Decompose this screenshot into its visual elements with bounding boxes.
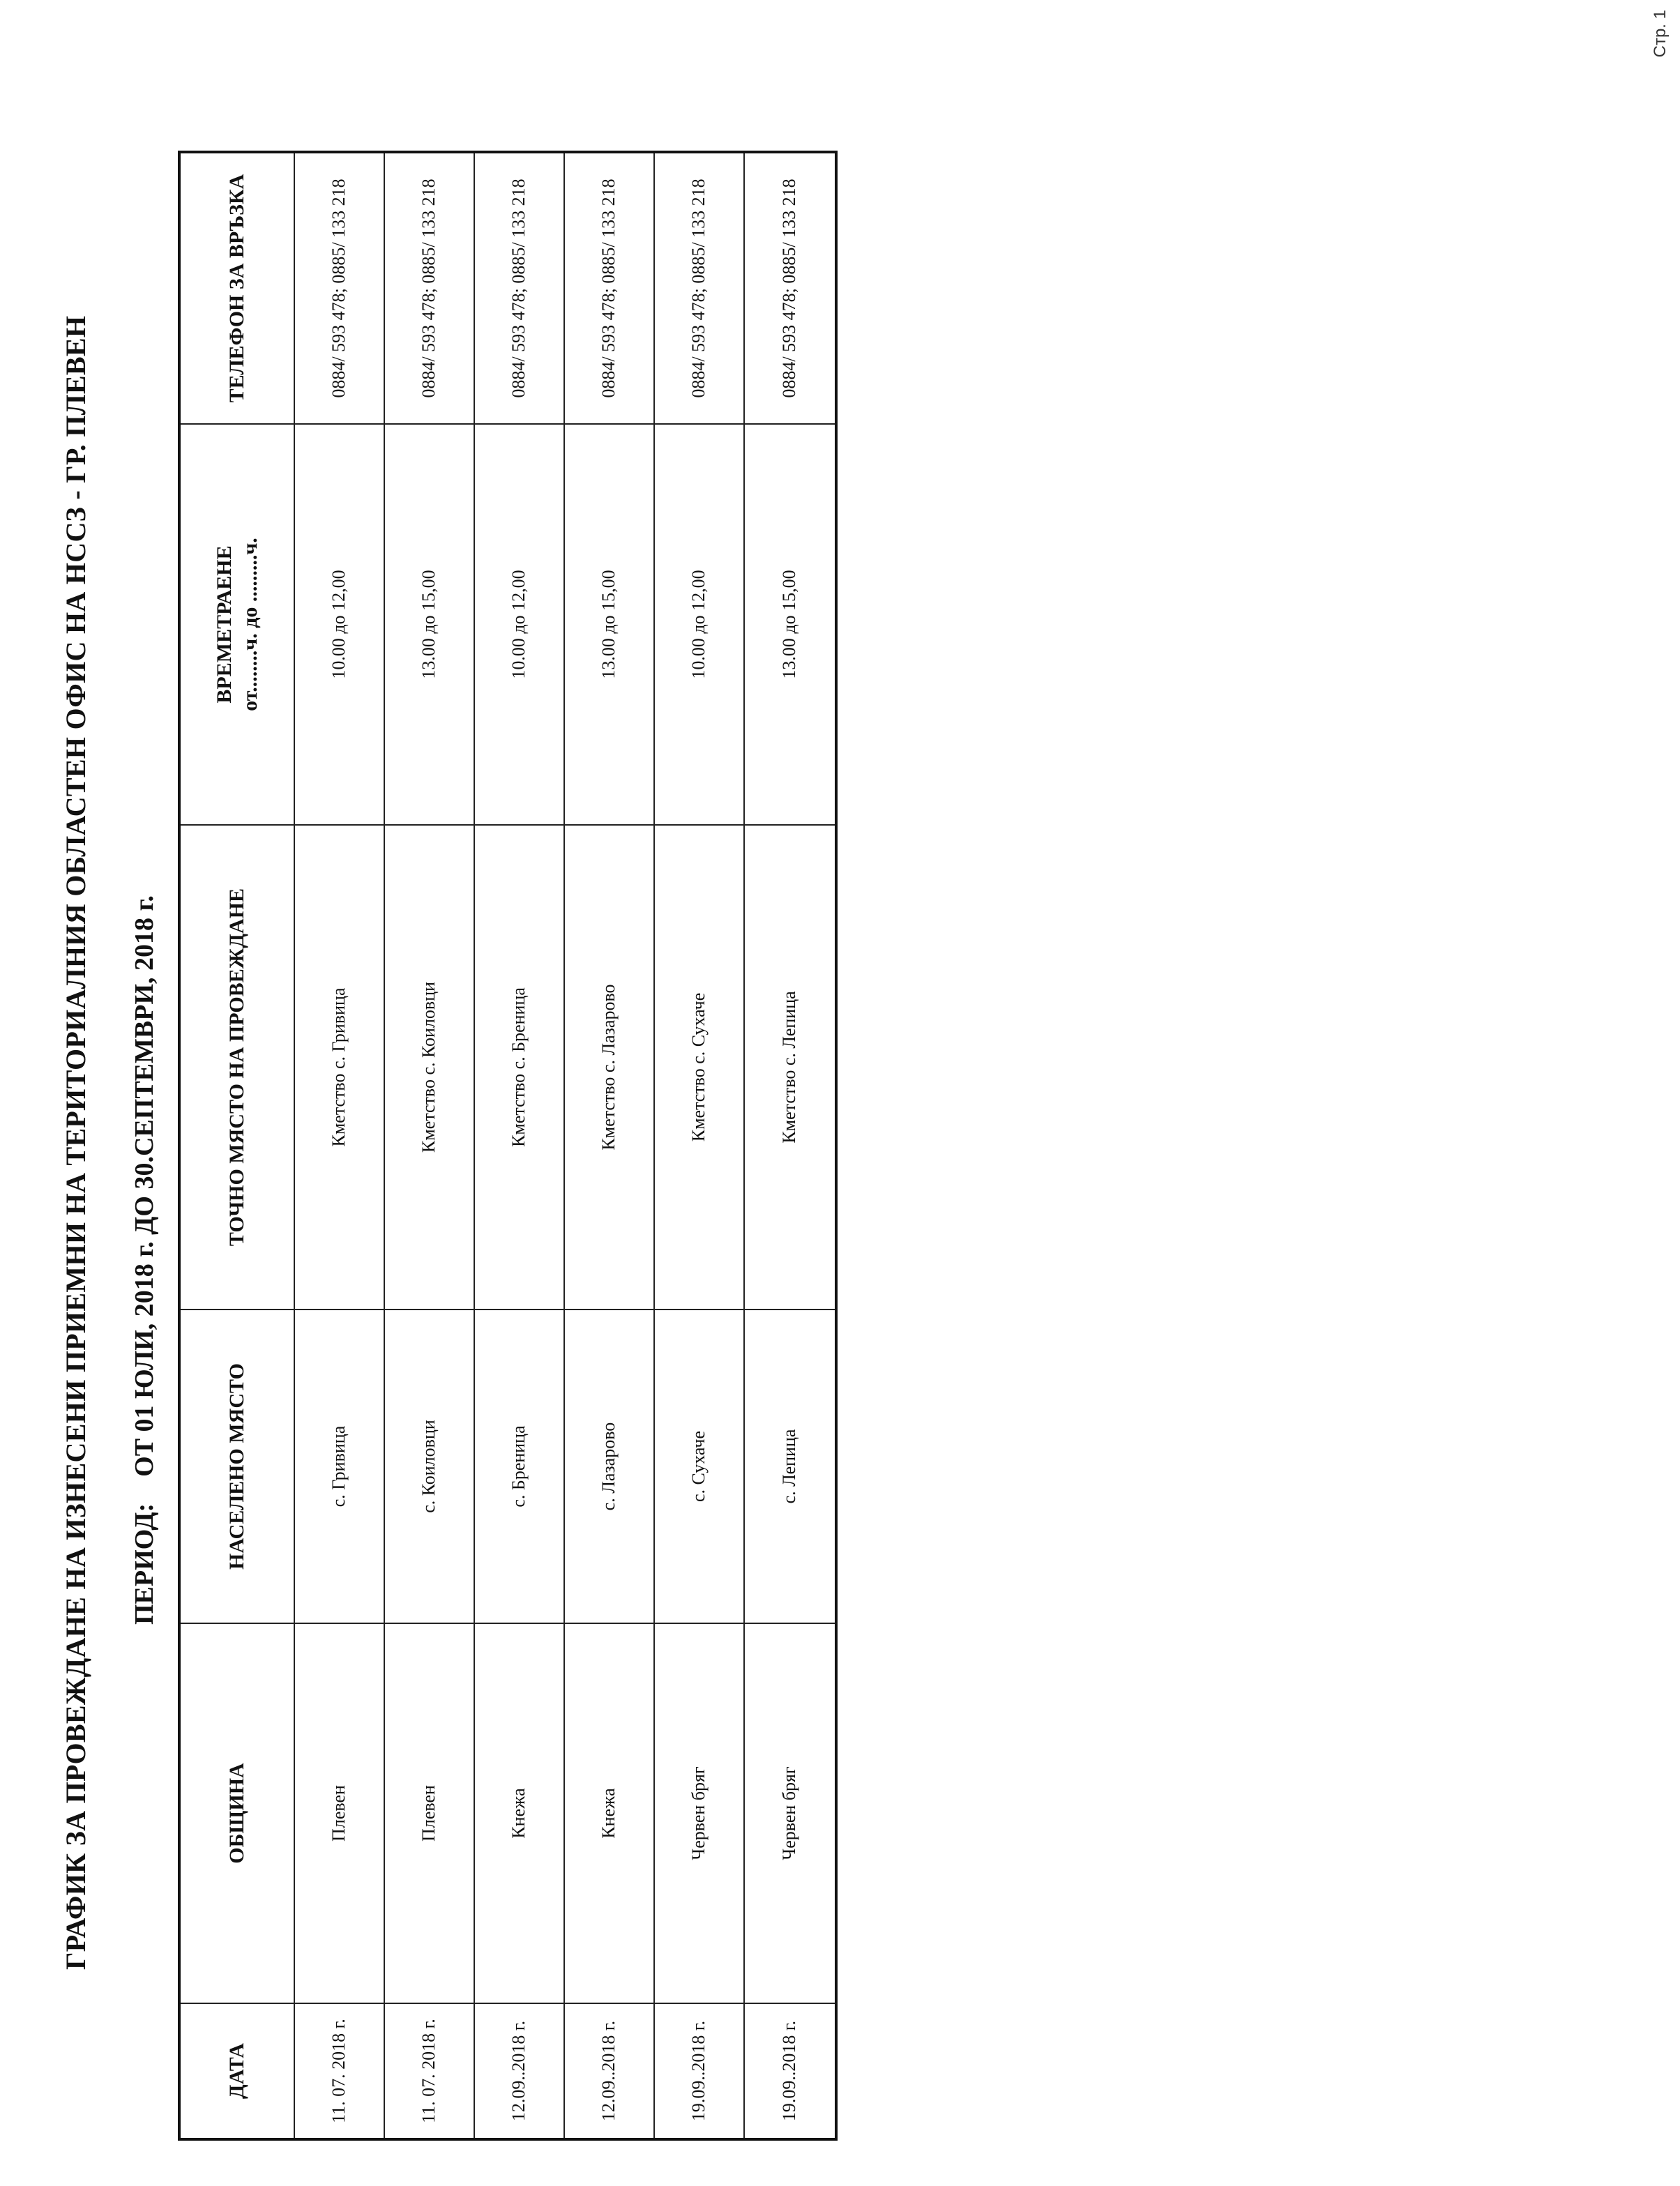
cell-duration: 13.00 до 15,00 (744, 424, 836, 825)
cell-municipality: Плевен (294, 1623, 384, 2003)
cell-location: Кметство с. Сухаче (654, 825, 744, 1310)
table-header-row (179, 152, 294, 2139)
document-title: ГРАФИК ЗА ПРОВЕЖДАНЕ НА ИЗНЕСЕНИ ПРИЕМНИ НА ТЕРИТОРИАЛНИЯ ОБЛАСТЕН ОФИС НА НССЗ - ГР. ПЛЕВЕН (60, 315, 91, 1970)
cell-settlement: с. Гривица (294, 1310, 384, 1623)
cell-settlement: с. Лепица (744, 1310, 836, 1623)
cell-location: Кметство с. Лазарово (564, 825, 654, 1310)
cell-date: 19.09..2018 г. (654, 2003, 744, 2139)
table-row (474, 152, 564, 2139)
header-duration (179, 424, 294, 825)
cell-duration: 10.00 до 12,00 (474, 424, 564, 825)
header-settlement: НАСЕЛЕНО МЯСТО (179, 1310, 294, 1623)
document-period (129, 230, 160, 1625)
cell-settlement: с. Лазарово (564, 1310, 654, 1623)
cell-municipality: Кнежа (564, 1623, 654, 2003)
header-date: ДАТА (179, 2003, 294, 2139)
page-number: Стр. 1 (1651, 10, 1670, 58)
cell-duration: 10.00 до 12,00 (654, 424, 744, 825)
period-label: ПЕРИОД: (130, 1503, 159, 1625)
cell-municipality: Кнежа (474, 1623, 564, 2003)
table-row (744, 152, 836, 2139)
table-row (384, 152, 474, 2139)
cell-phone: 0884/ 593 478; 0885/ 133 218 (654, 152, 744, 424)
header-duration-title: ВРЕМЕТРАЕНЕ (212, 545, 236, 704)
cell-duration: 10.00 до 12,00 (294, 424, 384, 825)
table-row (294, 152, 384, 2139)
cell-date: 11. 07. 2018 г. (384, 2003, 474, 2139)
cell-location: Кметство с. Гривица (294, 825, 384, 1310)
cell-phone: 0884/ 593 478; 0885/ 133 218 (384, 152, 474, 424)
period-value: ОТ 01 ЮЛИ, 2018 г. ДО 30.СЕПТЕМВРИ, 2018 г. (130, 895, 159, 1477)
header-phone: ТЕЛЕФОН ЗА ВРЪЗКА (179, 152, 294, 424)
header-duration-sub: от........ч. до .........ч. (239, 538, 262, 711)
header-location: ТОЧНО МЯСТО НА ПРОВЕЖДАНЕ (179, 825, 294, 1310)
cell-duration: 13.00 до 15,00 (384, 424, 474, 825)
cell-settlement: с. Коиловци (384, 1310, 474, 1623)
cell-location: Кметство с. Коиловци (384, 825, 474, 1310)
cell-phone: 0884/ 593 478; 0885/ 133 218 (294, 152, 384, 424)
cell-municipality: Плевен (384, 1623, 474, 2003)
rotated-document-sheet (59, 66, 966, 2158)
cell-location: Кметство с. Лепица (744, 825, 836, 1310)
cell-date: 11. 07. 2018 г. (294, 2003, 384, 2139)
cell-settlement: с. Бреница (474, 1310, 564, 1623)
cell-settlement: с. Сухаче (654, 1310, 744, 1623)
header-municipality: ОБЩИНА (179, 1623, 294, 2003)
cell-phone: 0884/ 593 478; 0885/ 133 218 (744, 152, 836, 424)
cell-duration: 13.00 до 15,00 (564, 424, 654, 825)
cell-phone: 0884/ 593 478; 0885/ 133 218 (474, 152, 564, 424)
table-row (564, 152, 654, 2139)
cell-date: 12.09..2018 г. (474, 2003, 564, 2139)
cell-date: 12.09..2018 г. (564, 2003, 654, 2139)
cell-municipality: Червен бряг (744, 1623, 836, 2003)
cell-municipality: Червен бряг (654, 1623, 744, 2003)
schedule-table (178, 151, 838, 2141)
table-row (654, 152, 744, 2139)
cell-location: Кметство с. Бреница (474, 825, 564, 1310)
cell-date: 19.09..2018 г. (744, 2003, 836, 2139)
cell-phone: 0884/ 593 478; 0885/ 133 218 (564, 152, 654, 424)
